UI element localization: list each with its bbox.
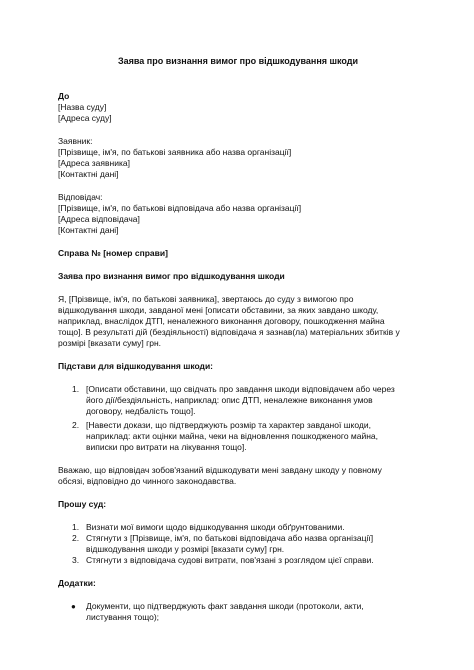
respondent-contacts: [Контактні дані] [58,225,119,235]
document-page [58,56,418,623]
court-address: [Адреса суду] [58,113,112,123]
case-number: Справа № [номер справи] [58,248,168,258]
bullet-icon: ● [71,602,76,611]
list-item-line: його дії/бездіяльність, наприклад: опис ДТП, неналежне виконання умов [86,395,373,405]
list-item-line: виписки про витрати на лікування тощо]. [86,442,247,452]
intro-line: Я, [Прізвище, ім'я, по батькові заявника], звертаюсь до суду з вимогою про [58,294,354,304]
list-marker: 2. [72,420,80,430]
addressee-heading: До [58,91,70,101]
statement-subtitle: Заява про визнання вимог про відшкодування шкоди [58,271,285,281]
conclusion-line: обсязі, відповідно до чинного законодавства. [58,476,237,486]
list-item [58,522,418,533]
applicant-contacts: [Контактні дані] [58,169,119,179]
list-item-line: Стягнути з відповідача судові витрати, пов'язані з розглядом цієї справи. [86,555,374,565]
list-item-line: відшкодування шкоди у розмірі [вказати суму] грн. [86,544,285,554]
applicant-name: [Прізвище, ім'я, по батькові заявника або назва організації] [58,147,292,157]
list-item-line: Визнати мої вимоги щодо відшкодування шкоди обґрунтованими. [86,522,345,532]
requests-list [58,522,418,566]
list-item-line: листування тощо); [86,612,160,622]
conclusion-line: Вважаю, що відповідач зобов'язаний відшкодувати мені завдану шкоду у повному [58,465,382,475]
respondent-block [58,192,418,236]
list-item [58,533,418,555]
list-marker: 2. [72,533,80,543]
addressee-block [58,91,418,124]
attachments-list [58,601,418,623]
list-item [58,420,418,453]
list-item-line: договору, недбалість тощо]. [86,406,196,416]
grounds-heading: Підстави для відшкодування шкоди: [58,361,214,371]
respondent-heading: Відповідач: [58,192,103,202]
list-item-line: наприклад: акти оцінки майна, чеки на відновлення пошкодженого майна, [86,431,379,441]
intro-line: наприклад, внаслідок ДТП, неналежного виконання договору, пошкодження майна [58,316,385,326]
list-item-line: [Навести докази, що підтверджують розмір та характер завданої шкоди, [86,420,371,430]
respondent-address: [Адреса відповідача] [58,214,140,224]
attachments-heading: Додатки: [58,578,96,588]
list-item [58,555,418,566]
list-marker: 1. [72,522,80,532]
list-marker: 1. [72,384,80,394]
intro-line: розмірі [вказати суму] грн. [58,338,162,348]
list-marker: 3. [72,555,80,565]
conclusion-paragraph [58,465,418,487]
applicant-block [58,136,418,180]
list-item-line: Стягнути з [Прізвище, ім'я, по батькові відповідача або назва організації] [86,533,374,543]
intro-paragraph [58,294,418,349]
intro-line: тощо]. В результаті дій (бездіяльності) відповідача я зазнав(ла) матеріальних збитків у [58,327,400,337]
list-item-line: [Описати обставини, що свідчать про завдання шкоди відповідачем або через [86,384,395,394]
grounds-list [58,384,418,453]
applicant-address: [Адреса заявника] [58,158,130,168]
list-item [58,601,418,623]
applicant-heading: Заявник: [58,136,93,146]
respondent-name: [Прізвище, ім'я, по батькові відповідача або назва організації] [58,203,302,213]
intro-line: відшкодування шкоди, завданої мені [описати обставини, за яких завдано шкоду, [58,305,379,315]
list-item-line: Документи, що підтверджують факт завдання шкоди (протоколи, акти, [86,601,364,611]
court-name: [Назва суду] [58,102,107,112]
list-item [58,384,418,417]
document-title: Заява про визнання вимог про відшкодування шкоди [117,56,359,66]
requests-heading: Прошу суд: [58,499,107,509]
